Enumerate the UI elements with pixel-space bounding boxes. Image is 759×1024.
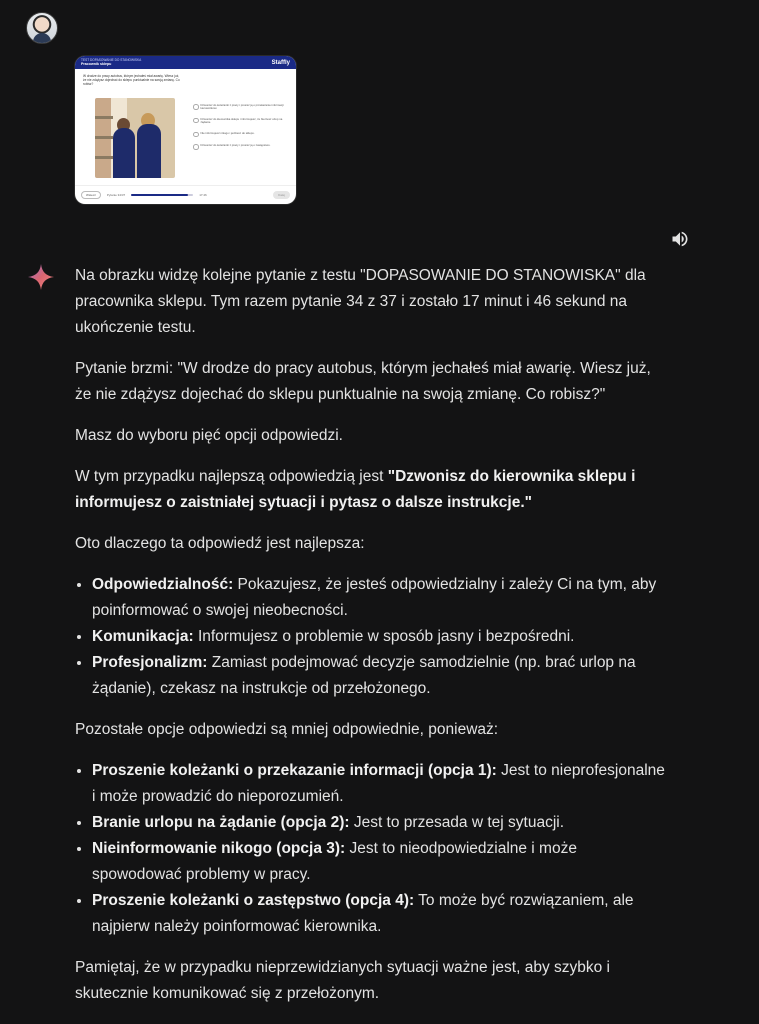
user-avatar[interactable] [26, 12, 58, 44]
speaker-icon[interactable] [670, 229, 690, 249]
test-title: TEST DOPASOWANIE DO STANOWISKA Pracownik sklepu [81, 58, 142, 66]
sparkle-icon [27, 263, 55, 291]
radio-icon [193, 144, 199, 150]
option-2[interactable]: Dzwonisz do kierownika sklepu i informujesz, że bierzesz urlop na żądanie. [193, 118, 288, 125]
back-button[interactable]: Wstecz [81, 191, 101, 199]
response-paragraph: W tym przypadku najlepszą odpowiedzią jest "Dzwonisz do kierownika sklepu i informujesz o zaistniałej sytuacji i pytasz o dalsze instrukcje." [75, 468, 636, 511]
response-paragraph: Na obrazku widzę kolejne pytanie z testu "DOPASOWANIE DO STANOWISKA" dla pracownika sklepu. Tym razem pytanie 34 z 37 i zostało 17 minut i 46 sekund na ukończenie testu. [75, 267, 646, 336]
assistant-response [75, 263, 665, 1022]
progress-bar [131, 194, 193, 196]
other-options-list [75, 758, 665, 940]
attached-screenshot[interactable] [75, 56, 296, 204]
response-paragraph: Masz do wyboru pięć opcji odpowiedzi. [75, 427, 343, 444]
list-item: • Komunikacja: Informujesz o problemie w sposób jasny i bezpośredni. [92, 624, 665, 650]
list-item: • Branie urlopu na żądanie (opcja 2): Jest to przesada w tej sytuacji. [92, 810, 665, 836]
list-item: • Proszenie koleżanki o przekazanie informacji (opcja 1): Jest to nieprofesjonalne i może prowadzić do nieporozumień. [92, 758, 665, 810]
list-item: • Odpowiedzialność: Pokazujesz, że jesteś odpowiedzialny i zależy Ci na tym, aby poinformować o swojej nieobecności. [92, 572, 665, 624]
list-item: • Profesjonalizm: Zamiast podejmować decyzje samodzielnie (np. brać urlop na żądanie), czekasz na instrukcje od przełożonego. [92, 650, 665, 702]
option-4[interactable]: Dzwonisz do koleżanki z pracy i prosisz ją o zastępstwo. [193, 144, 288, 150]
progress-bar-fill [131, 194, 188, 196]
list-item: • Nieinformowanie nikogo (opcja 3): Jest to nieodpowiedzialne i może spowodować problemy w pracy. [92, 836, 665, 888]
progress-text: Pytanie 34/37 [106, 193, 126, 197]
option-3[interactable]: Nie informujesz nikogo i jedziesz do sklepu. [193, 132, 288, 138]
response-paragraph: Pozostałe opcje odpowiedzi są mniej odpowiednie, ponieważ: [75, 721, 499, 738]
brand-logo: Staffly [271, 59, 290, 66]
radio-icon [193, 118, 199, 124]
test-header [75, 56, 296, 69]
reasons-list [75, 572, 665, 702]
test-footer [75, 185, 296, 204]
user-message [26, 12, 58, 44]
radio-icon [193, 132, 199, 138]
next-button[interactable]: Dalej [273, 191, 290, 199]
response-paragraph: Oto dlaczego ta odpowiedź jest najlepsza: [75, 535, 365, 552]
answer-options [193, 104, 288, 157]
response-paragraph: Pytanie brzmi: "W drodze do pracy autobus, którym jechałeś miał awarię. Wiesz już, że nie zdążysz dojechać do sklepu punktualnie na swoją zmianę. Co robisz?" [75, 360, 651, 403]
option-1[interactable]: Dzwonisz do koleżanki z pracy i prosisz ją o przekazanie informacji kierownikowi. [193, 104, 288, 111]
radio-icon [193, 104, 199, 110]
list-item: • Proszenie koleżanki o zastępstwo (opcja 4): To może być rozwiązaniem, ale najpierw należy poinformować kierownika. [92, 888, 665, 940]
timer-text: 17:46 [199, 193, 207, 197]
store-workers-photo [95, 98, 175, 178]
response-paragraph: Pamiętaj, że w przypadku nieprzewidzianych sytuacji ważne jest, aby szybko i skutecznie komunikować się z przełożonym. [75, 959, 610, 1002]
test-question: W drodze do pracy autobus, którym jechałeś miał awarię. Wiesz już, że nie zdążysz dojechać do sklepu punktualnie na swoją zmianę. Co robisz? [83, 74, 180, 86]
